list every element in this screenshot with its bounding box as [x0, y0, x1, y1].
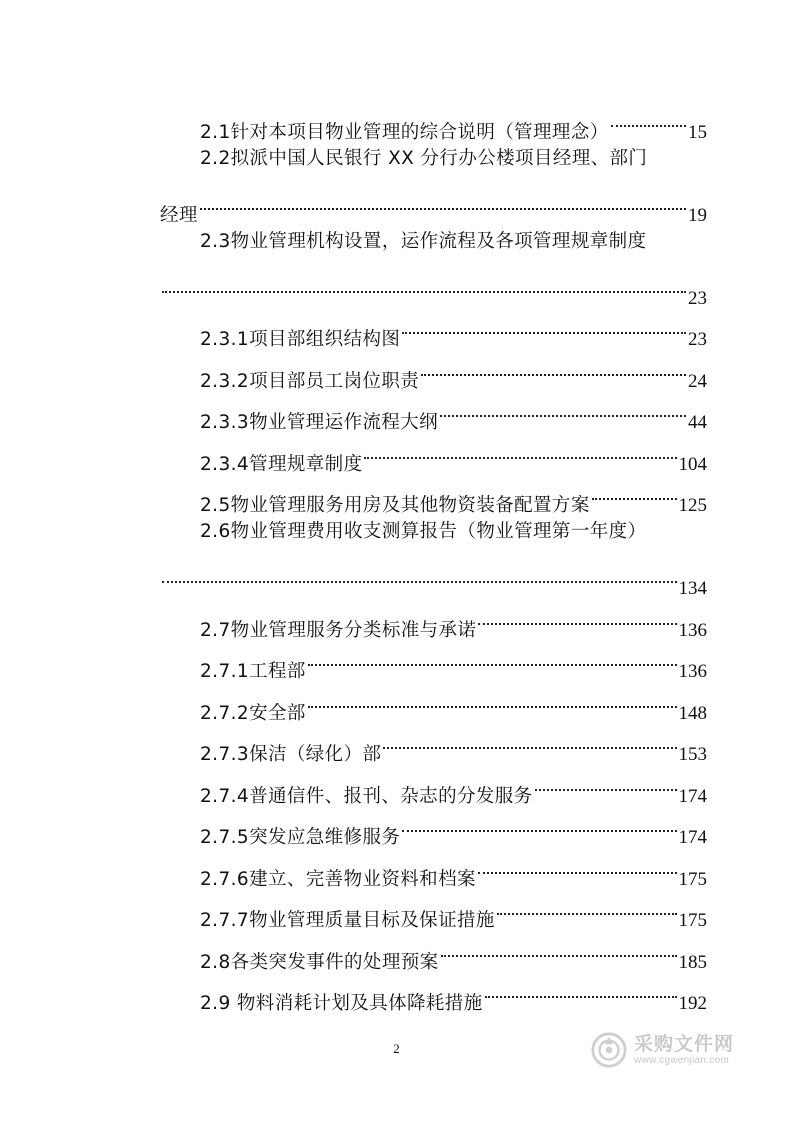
toc-entry-title: 2.7.4普通信件、报刊、杂志的分发服务 [200, 785, 533, 807]
toc-entry-page: 44 [688, 412, 707, 433]
toc-entry-page: 23 [688, 329, 707, 350]
toc-entry-page: 19 [688, 204, 707, 226]
toc-entry[interactable] [160, 511, 707, 553]
toc-entry-title: 2.2拟派中国人民银行 XX 分行办公楼项目经理、部门 [200, 147, 648, 169]
dot-leader [421, 345, 686, 387]
dot-leader [308, 636, 677, 678]
dot-leader [611, 96, 686, 138]
toc-entry-page: 125 [678, 495, 707, 516]
toc-entry-page: 148 [678, 702, 707, 724]
dot-leader [592, 470, 677, 512]
dot-leader [478, 843, 677, 885]
toc-entry-title: 2.3.3物业管理运作流程大纲 [200, 412, 439, 433]
dot-leader [364, 428, 676, 470]
toc-entry-continuation[interactable] [160, 262, 707, 309]
toc-entry-title: 2.7.1工程部 [200, 661, 306, 682]
toc-entry[interactable] [160, 221, 707, 263]
watermark-title: 采购文件网 [634, 1033, 735, 1056]
toc-entry-page: 174 [678, 785, 707, 807]
toc-entry-page: 136 [678, 619, 707, 641]
toc-entry[interactable] [160, 138, 707, 180]
toc-entry-page: 175 [678, 910, 707, 931]
dot-leader [478, 594, 676, 636]
toc-entry-page: 175 [678, 868, 707, 890]
toc-entry-page: 104 [678, 453, 707, 475]
dot-leader [200, 179, 686, 221]
toc-entry-title: 2.1针对本项目物业管理的综合说明（管理理念） [200, 121, 609, 143]
toc-entry[interactable] [160, 96, 707, 143]
toc-entry-title: 2.9 物料消耗计划及具体降耗措施 [200, 993, 483, 1014]
cgwenjian-logo-icon [590, 1031, 628, 1069]
toc-entry-title: 2.3.4管理规章制度 [200, 453, 363, 475]
page-number: 2 [393, 1041, 400, 1056]
dot-leader [535, 760, 677, 802]
toc-entry-page: 15 [688, 121, 707, 143]
dot-leader [383, 719, 676, 761]
toc-entry-continuation[interactable] [160, 553, 707, 599]
toc-entry-title: 2.7.3保洁（绿化）部 [200, 744, 382, 765]
toc-entry-page: 134 [678, 578, 707, 599]
toc-entry-title: 2.3物业管理机构设置，运作流程及各项管理规章制度 [200, 230, 647, 252]
watermark-url: www.cgwenjian.com [634, 1054, 730, 1066]
toc-entry-title: 2.3.1项目部组织结构图 [200, 329, 401, 350]
toc-entry-title: 2.7.6建立、完善物业资料和档案 [200, 868, 476, 890]
toc-entry-title: 2.3.2项目部员工岗位职责 [200, 370, 420, 392]
dot-leader [485, 968, 677, 1010]
toc-entry-page: 153 [678, 744, 707, 765]
toc-entry-title: 2.7.7物业管理质量目标及保证措施 [200, 910, 495, 931]
dot-leader [162, 553, 677, 595]
dot-leader [497, 885, 677, 927]
toc-entry-page: 136 [678, 661, 707, 682]
toc-entry-title: 2.7物业管理服务分类标准与承诺 [200, 619, 477, 641]
dot-leader [402, 802, 676, 844]
dot-leader [440, 387, 686, 429]
dot-leader [308, 677, 677, 719]
toc-entry-title: 2.7.2安全部 [200, 702, 306, 724]
toc-entry-title: 2.6物业管理费用收支测算报告（物业管理第一年度） [200, 521, 647, 542]
toc-entry-page: 24 [688, 370, 707, 392]
toc-entry-page: 174 [678, 827, 707, 848]
toc-entry-title: 经理 [160, 204, 198, 226]
watermark [590, 1026, 760, 1074]
toc-entry[interactable] [160, 304, 707, 350]
toc-entry-page: 23 [688, 287, 707, 309]
dot-leader [162, 262, 686, 304]
table-of-contents [160, 96, 707, 1014]
toc-entry-page: 192 [678, 993, 707, 1014]
toc-entry-title: 2.8各类突发事件的处理预案 [200, 951, 439, 973]
toc-entry-continuation[interactable] [160, 179, 707, 226]
toc-entry[interactable] [160, 594, 707, 641]
toc-entry-page: 185 [678, 951, 707, 973]
toc-entry-title: 2.7.5突发应急维修服务 [200, 827, 401, 848]
toc-entry-title: 2.5物业管理服务用房及其他物资装备配置方案 [200, 495, 590, 516]
dot-leader [402, 304, 686, 346]
dot-leader [441, 926, 677, 968]
